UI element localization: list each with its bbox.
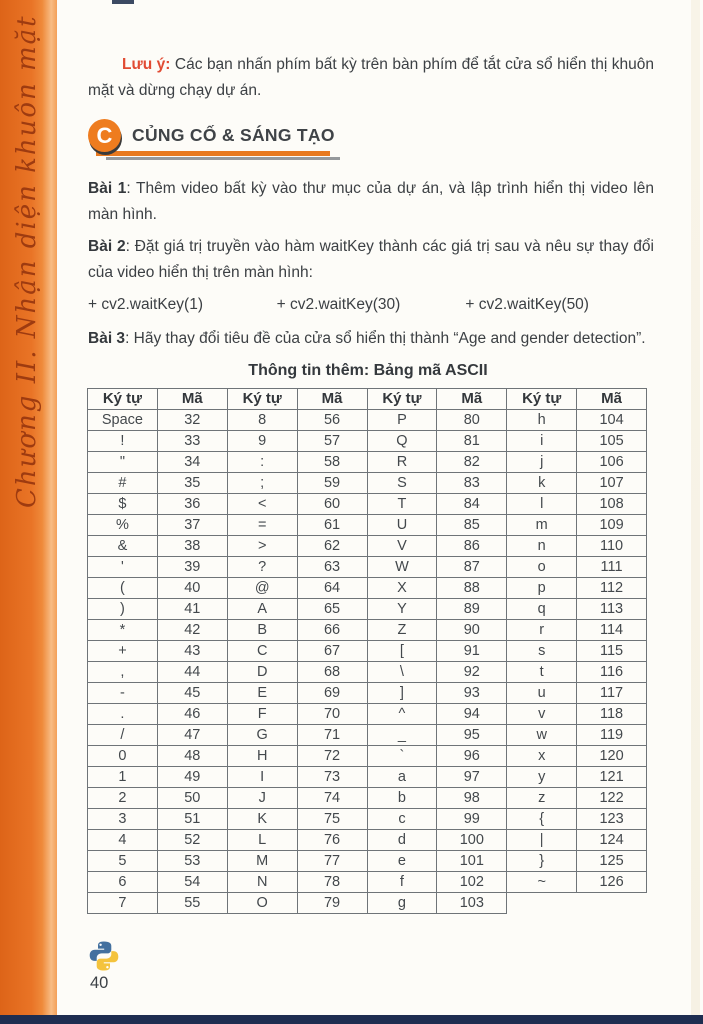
table-cell: / — [88, 725, 158, 746]
table-cell: 82 — [437, 452, 507, 473]
table-cell: { — [507, 809, 577, 830]
exercise-1-label: Bài 1 — [88, 180, 127, 197]
table-cell: U — [367, 515, 437, 536]
table-row — [88, 599, 647, 620]
column-header: Mã — [157, 389, 227, 410]
table-cell: 111 — [577, 557, 647, 578]
table-cell: 118 — [577, 704, 647, 725]
table-row — [88, 578, 647, 599]
table-cell: 75 — [297, 809, 367, 830]
table-cell: i — [507, 431, 577, 452]
table-cell: 45 — [157, 683, 227, 704]
table-cell: 88 — [437, 578, 507, 599]
table-cell: 2 — [88, 788, 158, 809]
table-cell: 114 — [577, 620, 647, 641]
table-row — [88, 515, 647, 536]
table-cell: 116 — [577, 662, 647, 683]
table-cell: 90 — [437, 620, 507, 641]
table-cell: 69 — [297, 683, 367, 704]
column-header: Mã — [577, 389, 647, 410]
table-cell: 65 — [297, 599, 367, 620]
table-cell: ' — [88, 557, 158, 578]
table-cell: 52 — [157, 830, 227, 851]
table-row — [88, 830, 647, 851]
table-cell: 35 — [157, 473, 227, 494]
table-cell: 33 — [157, 431, 227, 452]
table-cell: 78 — [297, 872, 367, 893]
table-row — [88, 473, 647, 494]
table-cell: 91 — [437, 641, 507, 662]
table-cell: * — [88, 620, 158, 641]
table-cell: 100 — [437, 830, 507, 851]
column-header: Ký tự — [88, 389, 158, 410]
table-cell: q — [507, 599, 577, 620]
table-cell: 50 — [157, 788, 227, 809]
table-cell: 39 — [157, 557, 227, 578]
table-cell: B — [227, 620, 297, 641]
table-cell: 36 — [157, 494, 227, 515]
table-cell: 123 — [577, 809, 647, 830]
table-cell: 0 — [88, 746, 158, 767]
table-cell: 54 — [157, 872, 227, 893]
table-cell: 105 — [577, 431, 647, 452]
table-cell: b — [367, 788, 437, 809]
table-cell: 92 — [437, 662, 507, 683]
table-cell: 120 — [577, 746, 647, 767]
table-cell: ] — [367, 683, 437, 704]
table-cell: 126 — [577, 872, 647, 893]
table-cell: 53 — [157, 851, 227, 872]
table-cell: 38 — [157, 536, 227, 557]
table-cell: 58 — [297, 452, 367, 473]
table-cell: 43 — [157, 641, 227, 662]
table-cell: d — [367, 830, 437, 851]
chapter-title-vertical: Chương II. Nhận diện khuôn mặt — [12, 14, 42, 508]
table-row — [88, 620, 647, 641]
scan-artifact-bottom-bar — [0, 1015, 703, 1024]
table-cell: I — [227, 767, 297, 788]
column-header: Mã — [437, 389, 507, 410]
table-cell: 87 — [437, 557, 507, 578]
waitkey-option-1: + cv2.waitKey(1) — [88, 296, 204, 313]
note-label: Lưu ý: — [122, 56, 171, 73]
table-cell: y — [507, 767, 577, 788]
table-cell: 51 — [157, 809, 227, 830]
table-cell: 103 — [437, 893, 507, 914]
table-cell: 4 — [88, 830, 158, 851]
table-cell: 107 — [577, 473, 647, 494]
table-row — [88, 431, 647, 452]
table-cell: m — [507, 515, 577, 536]
table-cell: w — [507, 725, 577, 746]
table-cell: 112 — [577, 578, 647, 599]
table-cell: 104 — [577, 410, 647, 431]
table-row — [88, 536, 647, 557]
table-cell: 85 — [437, 515, 507, 536]
table-cell: 44 — [157, 662, 227, 683]
table-cell: 9 — [227, 431, 297, 452]
table-cell: 124 — [577, 830, 647, 851]
exercise-1-text: : Thêm video bất kỳ vào thư mục của dự án, và lập trình hiển thị video lên màn hình. — [88, 180, 654, 223]
table-cell: 125 — [577, 851, 647, 872]
table-cell: | — [507, 830, 577, 851]
table-cell: 55 — [157, 893, 227, 914]
heading-rule — [96, 151, 330, 156]
section-heading — [88, 118, 654, 166]
table-cell: 73 — [297, 767, 367, 788]
table-cell: 48 — [157, 746, 227, 767]
table-cell: x — [507, 746, 577, 767]
table-cell: 1 — [88, 767, 158, 788]
exercise-3-text: : Hãy thay đổi tiêu đề của cửa sổ hiển thị thành “Age and gender detection”. — [125, 330, 646, 347]
table-cell: k — [507, 473, 577, 494]
table-cell: 96 — [437, 746, 507, 767]
table-row — [88, 746, 647, 767]
table-cell: 34 — [157, 452, 227, 473]
table-cell: & — [88, 536, 158, 557]
table-cell: 8 — [227, 410, 297, 431]
table-row — [88, 809, 647, 830]
ascii-table-head — [88, 389, 647, 410]
exercise-1 — [88, 176, 654, 228]
table-cell: ) — [88, 599, 158, 620]
heading-rule-shadow — [106, 157, 340, 160]
table-cell: S — [367, 473, 437, 494]
table-cell: \ — [367, 662, 437, 683]
table-row — [88, 494, 647, 515]
table-cell: 93 — [437, 683, 507, 704]
column-header: Mã — [297, 389, 367, 410]
table-cell: 6 — [88, 872, 158, 893]
table-cell: ^ — [367, 704, 437, 725]
table-row — [88, 662, 647, 683]
ascii-table — [87, 388, 647, 914]
table-cell: 60 — [297, 494, 367, 515]
table-cell: 95 — [437, 725, 507, 746]
table-cell: L — [227, 830, 297, 851]
table-cell: 94 — [437, 704, 507, 725]
table-cell: H — [227, 746, 297, 767]
table-cell: G — [227, 725, 297, 746]
table-cell: 79 — [297, 893, 367, 914]
page-content — [88, 52, 654, 914]
table-cell: 108 — [577, 494, 647, 515]
table-cell: Z — [367, 620, 437, 641]
table-cell: , — [88, 662, 158, 683]
table-cell: 66 — [297, 620, 367, 641]
table-row — [88, 893, 647, 914]
table-cell: p — [507, 578, 577, 599]
table-cell: 3 — [88, 809, 158, 830]
table-cell: 56 — [297, 410, 367, 431]
table-cell: M — [227, 851, 297, 872]
table-cell: ~ — [507, 872, 577, 893]
table-cell: 121 — [577, 767, 647, 788]
table-cell: J — [227, 788, 297, 809]
table-cell: + — [88, 641, 158, 662]
table-cell: } — [507, 851, 577, 872]
table-cell: 61 — [297, 515, 367, 536]
table-cell: 72 — [297, 746, 367, 767]
scan-artifact-top — [112, 0, 134, 4]
table-cell: Q — [367, 431, 437, 452]
table-title: Thông tin thêm: Bảng mã ASCII — [248, 362, 488, 379]
table-cell: 57 — [297, 431, 367, 452]
table-cell: e — [367, 851, 437, 872]
table-cell: = — [227, 515, 297, 536]
table-cell: 89 — [437, 599, 507, 620]
table-cell: % — [88, 515, 158, 536]
table-cell: 106 — [577, 452, 647, 473]
table-empty-cell — [507, 893, 647, 914]
table-cell: t — [507, 662, 577, 683]
table-cell: 71 — [297, 725, 367, 746]
table-cell: Space — [88, 410, 158, 431]
table-cell: 42 — [157, 620, 227, 641]
table-cell: K — [227, 809, 297, 830]
column-header: Ký tự — [367, 389, 437, 410]
table-cell: _ — [367, 725, 437, 746]
table-cell: 49 — [157, 767, 227, 788]
page-number: 40 — [90, 974, 109, 992]
table-cell: X — [367, 578, 437, 599]
table-cell: $ — [88, 494, 158, 515]
table-cell: 59 — [297, 473, 367, 494]
table-cell: 62 — [297, 536, 367, 557]
table-cell: 67 — [297, 641, 367, 662]
table-cell: 97 — [437, 767, 507, 788]
table-cell: - — [88, 683, 158, 704]
table-cell: [ — [367, 641, 437, 662]
waitkey-options-row — [88, 292, 654, 318]
table-cell: W — [367, 557, 437, 578]
table-cell: F — [227, 704, 297, 725]
section-badge-c: C — [88, 119, 121, 152]
table-cell: D — [227, 662, 297, 683]
table-cell: 37 — [157, 515, 227, 536]
table-cell: o — [507, 557, 577, 578]
table-row — [88, 704, 647, 725]
table-cell: Y — [367, 599, 437, 620]
table-cell: 99 — [437, 809, 507, 830]
table-cell: < — [227, 494, 297, 515]
table-cell: : — [227, 452, 297, 473]
table-cell: n — [507, 536, 577, 557]
table-cell: O — [227, 893, 297, 914]
table-cell: z — [507, 788, 577, 809]
table-cell: 115 — [577, 641, 647, 662]
table-cell: 5 — [88, 851, 158, 872]
table-cell: 63 — [297, 557, 367, 578]
table-row — [88, 767, 647, 788]
exercise-2-text: : Đặt giá trị truyền vào hàm waitKey thành các giá trị sau và nêu sự thay đổi của video hiển thị trên màn hình: — [88, 238, 654, 281]
table-cell: T — [367, 494, 437, 515]
exercise-3 — [88, 326, 654, 352]
table-cell: 64 — [297, 578, 367, 599]
table-cell: 109 — [577, 515, 647, 536]
column-header: Ký tự — [507, 389, 577, 410]
table-cell: ! — [88, 431, 158, 452]
table-cell: ; — [227, 473, 297, 494]
table-cell: 117 — [577, 683, 647, 704]
note-paragraph — [88, 52, 654, 104]
chapter-sidebar — [0, 0, 57, 1024]
table-cell: E — [227, 683, 297, 704]
table-cell: 83 — [437, 473, 507, 494]
table-cell: # — [88, 473, 158, 494]
exercise-2 — [88, 234, 654, 286]
table-cell: 81 — [437, 431, 507, 452]
table-cell: 46 — [157, 704, 227, 725]
table-cell: v — [507, 704, 577, 725]
table-row — [88, 410, 647, 431]
table-cell: j — [507, 452, 577, 473]
note-text: Các bạn nhấn phím bất kỳ trên bàn phím để tắt cửa sổ hiển thị khuôn mặt và dừng chạy dự án. — [88, 56, 654, 99]
table-row — [88, 683, 647, 704]
table-cell: A — [227, 599, 297, 620]
table-cell: 110 — [577, 536, 647, 557]
table-cell: 47 — [157, 725, 227, 746]
table-cell: 84 — [437, 494, 507, 515]
table-row — [88, 788, 647, 809]
table-cell: g — [367, 893, 437, 914]
table-cell: 102 — [437, 872, 507, 893]
column-header: Ký tự — [227, 389, 297, 410]
table-cell: C — [227, 641, 297, 662]
section-title: CỦNG CỐ & SÁNG TẠO — [132, 125, 335, 145]
table-cell: > — [227, 536, 297, 557]
table-row — [88, 452, 647, 473]
table-cell: s — [507, 641, 577, 662]
table-cell: 86 — [437, 536, 507, 557]
waitkey-option-3: + cv2.waitKey(50) — [465, 296, 589, 313]
table-cell: " — [88, 452, 158, 473]
table-cell: 98 — [437, 788, 507, 809]
table-row — [88, 557, 647, 578]
table-cell: 122 — [577, 788, 647, 809]
table-row — [88, 851, 647, 872]
table-cell: N — [227, 872, 297, 893]
table-cell: 74 — [297, 788, 367, 809]
table-cell: 101 — [437, 851, 507, 872]
table-cell: 40 — [157, 578, 227, 599]
table-cell: P — [367, 410, 437, 431]
table-cell: 70 — [297, 704, 367, 725]
table-row — [88, 641, 647, 662]
waitkey-option-2: + cv2.waitKey(30) — [276, 296, 401, 313]
table-row — [88, 725, 647, 746]
table-cell: V — [367, 536, 437, 557]
table-cell: 80 — [437, 410, 507, 431]
table-cell: R — [367, 452, 437, 473]
table-cell: 32 — [157, 410, 227, 431]
table-cell: ` — [367, 746, 437, 767]
table-cell: . — [88, 704, 158, 725]
scan-edge-stripe — [691, 0, 700, 1024]
exercise-3-label: Bài 3 — [88, 330, 126, 347]
table-cell: c — [367, 809, 437, 830]
table-cell: ? — [227, 557, 297, 578]
table-cell: h — [507, 410, 577, 431]
table-cell: u — [507, 683, 577, 704]
table-cell: 68 — [297, 662, 367, 683]
exercise-2-label: Bài 2 — [88, 238, 126, 255]
table-cell: 77 — [297, 851, 367, 872]
table-cell: 41 — [157, 599, 227, 620]
table-cell: r — [507, 620, 577, 641]
table-cell: l — [507, 494, 577, 515]
table-cell: 113 — [577, 599, 647, 620]
table-cell: f — [367, 872, 437, 893]
table-cell: 7 — [88, 893, 158, 914]
table-cell: 119 — [577, 725, 647, 746]
table-cell: a — [367, 767, 437, 788]
table-cell: ( — [88, 578, 158, 599]
ascii-table-body — [88, 410, 647, 914]
python-logo-icon — [88, 940, 120, 972]
table-cell: 76 — [297, 830, 367, 851]
table-row — [88, 872, 647, 893]
table-cell: @ — [227, 578, 297, 599]
